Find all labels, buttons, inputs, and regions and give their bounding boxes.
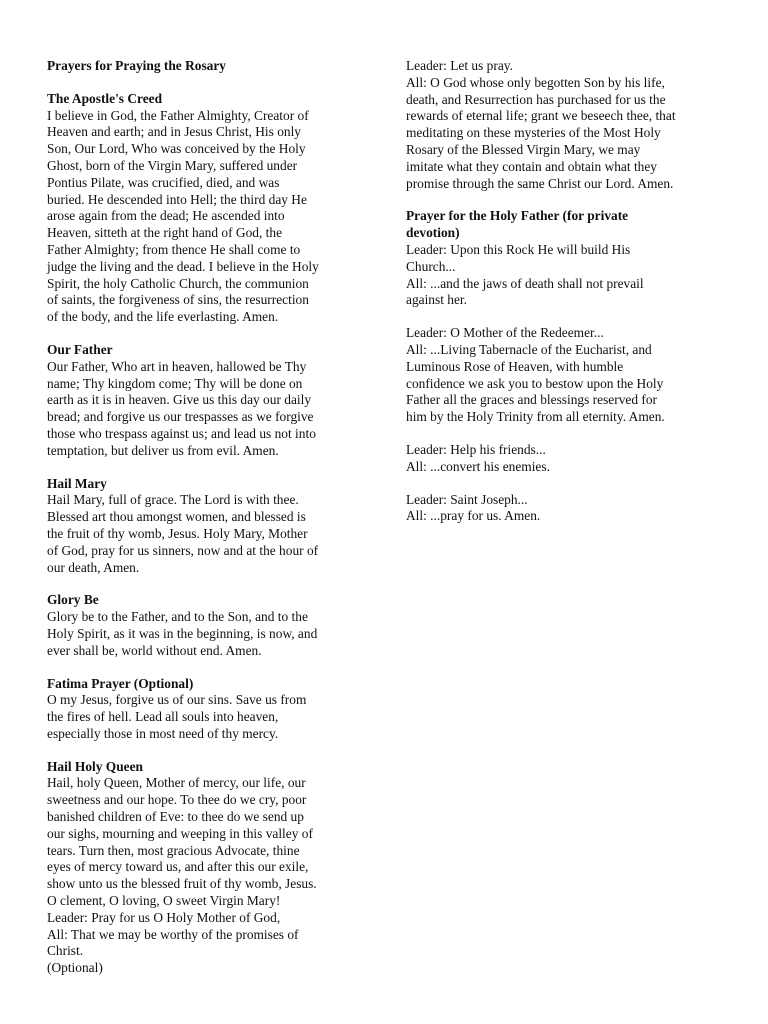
prayer-text <box>406 442 728 476</box>
text-line: show unto us the blessed fruit of thy womb, Jesus. <box>47 876 317 892</box>
text-line: banished children of Eve: to thee do we send up <box>47 809 304 825</box>
text-line: our sighs, mourning and weeping in this valley of <box>47 825 313 841</box>
text-line: confidence we ask you to bestow upon the Holy <box>406 375 664 391</box>
mother-redeemer-block <box>406 325 728 426</box>
text-line: All: O God whose only begotten Son by his life, <box>406 74 665 90</box>
text-line: against her. <box>406 292 467 308</box>
text-line: I believe in God, the Father Almighty, Creator of <box>47 107 309 123</box>
text-line: judge the living and the dead. I believe in the Holy <box>47 258 319 274</box>
section-heading: Fatima Prayer (Optional) <box>47 675 194 691</box>
text-line: Leader: Pray for us O Holy Mother of God, <box>47 909 281 925</box>
text-line: All: ...and the jaws of death shall not prevail <box>406 275 644 291</box>
text-line: Glory be to the Father, and to the Son, and to the <box>47 609 308 625</box>
text-line: Father Almighty; from thence He shall come to <box>47 241 301 257</box>
text-line: meditating on these mysteries of the Most Holy <box>406 125 661 141</box>
prayer-text <box>47 775 365 977</box>
prayer-text <box>47 492 365 576</box>
prayer-text <box>47 359 365 460</box>
text-line: Heaven and earth; and in Jesus Christ, His only <box>47 124 302 140</box>
text-line: buried. He descended into Hell; the third day He <box>47 191 307 207</box>
text-line: earth as it is in heaven. Give us this day our daily <box>47 392 312 408</box>
hail-holy-queen-section <box>47 759 365 977</box>
text-line: Our Father, Who art in heaven, hallowed be Thy <box>47 358 307 374</box>
text-line: of God, pray for us sinners, now and at the hour of <box>47 542 319 558</box>
text-line: name; Thy kingdom come; Thy will be done on <box>47 375 303 391</box>
text-line: All: ...pray for us. Amen. <box>406 508 541 524</box>
text-line: sweetness and our hope. To thee do we cry, poor <box>47 792 307 808</box>
text-line: All: That we may be worthy of the promises of <box>47 926 299 942</box>
text-line: our death, Amen. <box>47 559 140 575</box>
text-line: Church... <box>406 258 456 274</box>
saint-joseph-block <box>406 492 728 526</box>
text-line: of saints, the forgiveness of sins, the resurrection <box>47 292 309 308</box>
glory-be-section <box>47 592 365 659</box>
text-line: death, and Resurrection has purchased for us the <box>406 91 666 107</box>
text-line: rewards of eternal life; grant we beseech thee, that <box>406 108 676 124</box>
text-line: Hail, holy Queen, Mother of mercy, our life, our <box>47 775 306 791</box>
section-heading: The Apostle's Creed <box>47 90 163 106</box>
document-title: Prayers for Praying the Rosary <box>47 58 226 73</box>
closing-prayer-block <box>406 58 728 192</box>
prayer-text <box>406 325 728 426</box>
text-line: the fires of hell. Lead all souls into heaven, <box>47 709 279 725</box>
text-line: him by the Holy Trinity from all eternity. Amen. <box>406 409 665 425</box>
text-line: Father all the graces and blessings reserved for <box>406 392 657 408</box>
text-line: O my Jesus, forgive us of our sins. Save us from <box>47 692 307 708</box>
text-line: bread; and forgive us our trespasses as we forgive <box>47 409 314 425</box>
prayer-text <box>47 692 365 742</box>
text-line: Spirit, the holy Catholic Church, the communion <box>47 275 309 291</box>
prayer-text <box>406 58 728 192</box>
hail-mary-section <box>47 476 365 577</box>
text-line: Heaven, sitteth at the right hand of God, the <box>47 225 283 241</box>
section-heading <box>406 208 728 242</box>
prayer-text <box>406 492 728 526</box>
section-heading: Our Father <box>47 341 113 357</box>
prayer-text <box>47 108 365 326</box>
holy-father-prayer-block <box>406 208 728 309</box>
text-line: All: ...convert his enemies. <box>406 458 550 474</box>
text-line: arose again from the dead; He ascended into <box>47 208 285 224</box>
prayer-text <box>406 242 728 309</box>
text-line: (Optional) <box>47 960 103 976</box>
text-line: Christ. <box>47 943 84 959</box>
text-line: temptation, but deliver us from evil. Amen. <box>47 442 279 458</box>
left-column <box>47 58 365 993</box>
text-line: especially those in most need of thy mercy. <box>47 725 279 741</box>
heading-line: Prayer for the Holy Father (for private <box>406 208 629 224</box>
apostles-creed-section <box>47 91 365 326</box>
right-column <box>406 58 728 541</box>
text-line: Son, Our Lord, Who was conceived by the Holy <box>47 141 306 157</box>
section-heading: Hail Holy Queen <box>47 758 143 774</box>
text-line: those who trespass against us; and lead us not into <box>47 425 316 441</box>
text-line: O clement, O loving, O sweet Virgin Mary! <box>47 893 281 909</box>
text-line: Pontius Pilate, was crucified, died, and was <box>47 174 280 190</box>
text-line: promise through the same Christ our Lord. Amen. <box>406 175 674 191</box>
text-line: Leader: Upon this Rock He will build His <box>406 241 631 257</box>
text-line: Leader: Saint Joseph... <box>406 491 528 507</box>
text-line: eyes of mercy toward us, and after this our exile, <box>47 859 309 875</box>
text-line: Leader: Help his friends... <box>406 441 546 457</box>
prayer-text <box>47 609 365 659</box>
text-line: Luminous Rose of Heaven, with humble <box>406 358 624 374</box>
text-line: All: ...Living Tabernacle of the Eucharist, and <box>406 341 652 357</box>
help-friends-block <box>406 442 728 476</box>
text-line: Leader: O Mother of the Redeemer... <box>406 325 604 341</box>
fatima-prayer-section <box>47 676 365 743</box>
section-heading: Glory Be <box>47 592 99 608</box>
text-line: Holy Spirit, as it was in the beginning, is now, and <box>47 625 318 641</box>
text-line: Leader: Let us pray. <box>406 58 513 73</box>
text-line: the fruit of thy womb, Jesus. Holy Mary, Mother <box>47 525 308 541</box>
text-line: ever shall be, world without end. Amen. <box>47 642 262 658</box>
text-line: Hail Mary, full of grace. The Lord is with thee. <box>47 492 299 508</box>
text-line: tears. Turn then, most gracious Advocate, thine <box>47 842 300 858</box>
text-line: Blessed art thou amongst women, and blessed is <box>47 509 306 525</box>
section-heading: Hail Mary <box>47 475 107 491</box>
heading-line: devotion) <box>406 225 460 241</box>
text-line: Rosary of the Blessed Virgin Mary, we may <box>406 141 641 157</box>
text-line: imitate what they contain and obtain what they <box>406 158 658 174</box>
our-father-section <box>47 342 365 460</box>
text-line: of the body, and the life everlasting. Amen. <box>47 309 279 325</box>
text-line: Ghost, born of the Virgin Mary, suffered under <box>47 157 298 173</box>
